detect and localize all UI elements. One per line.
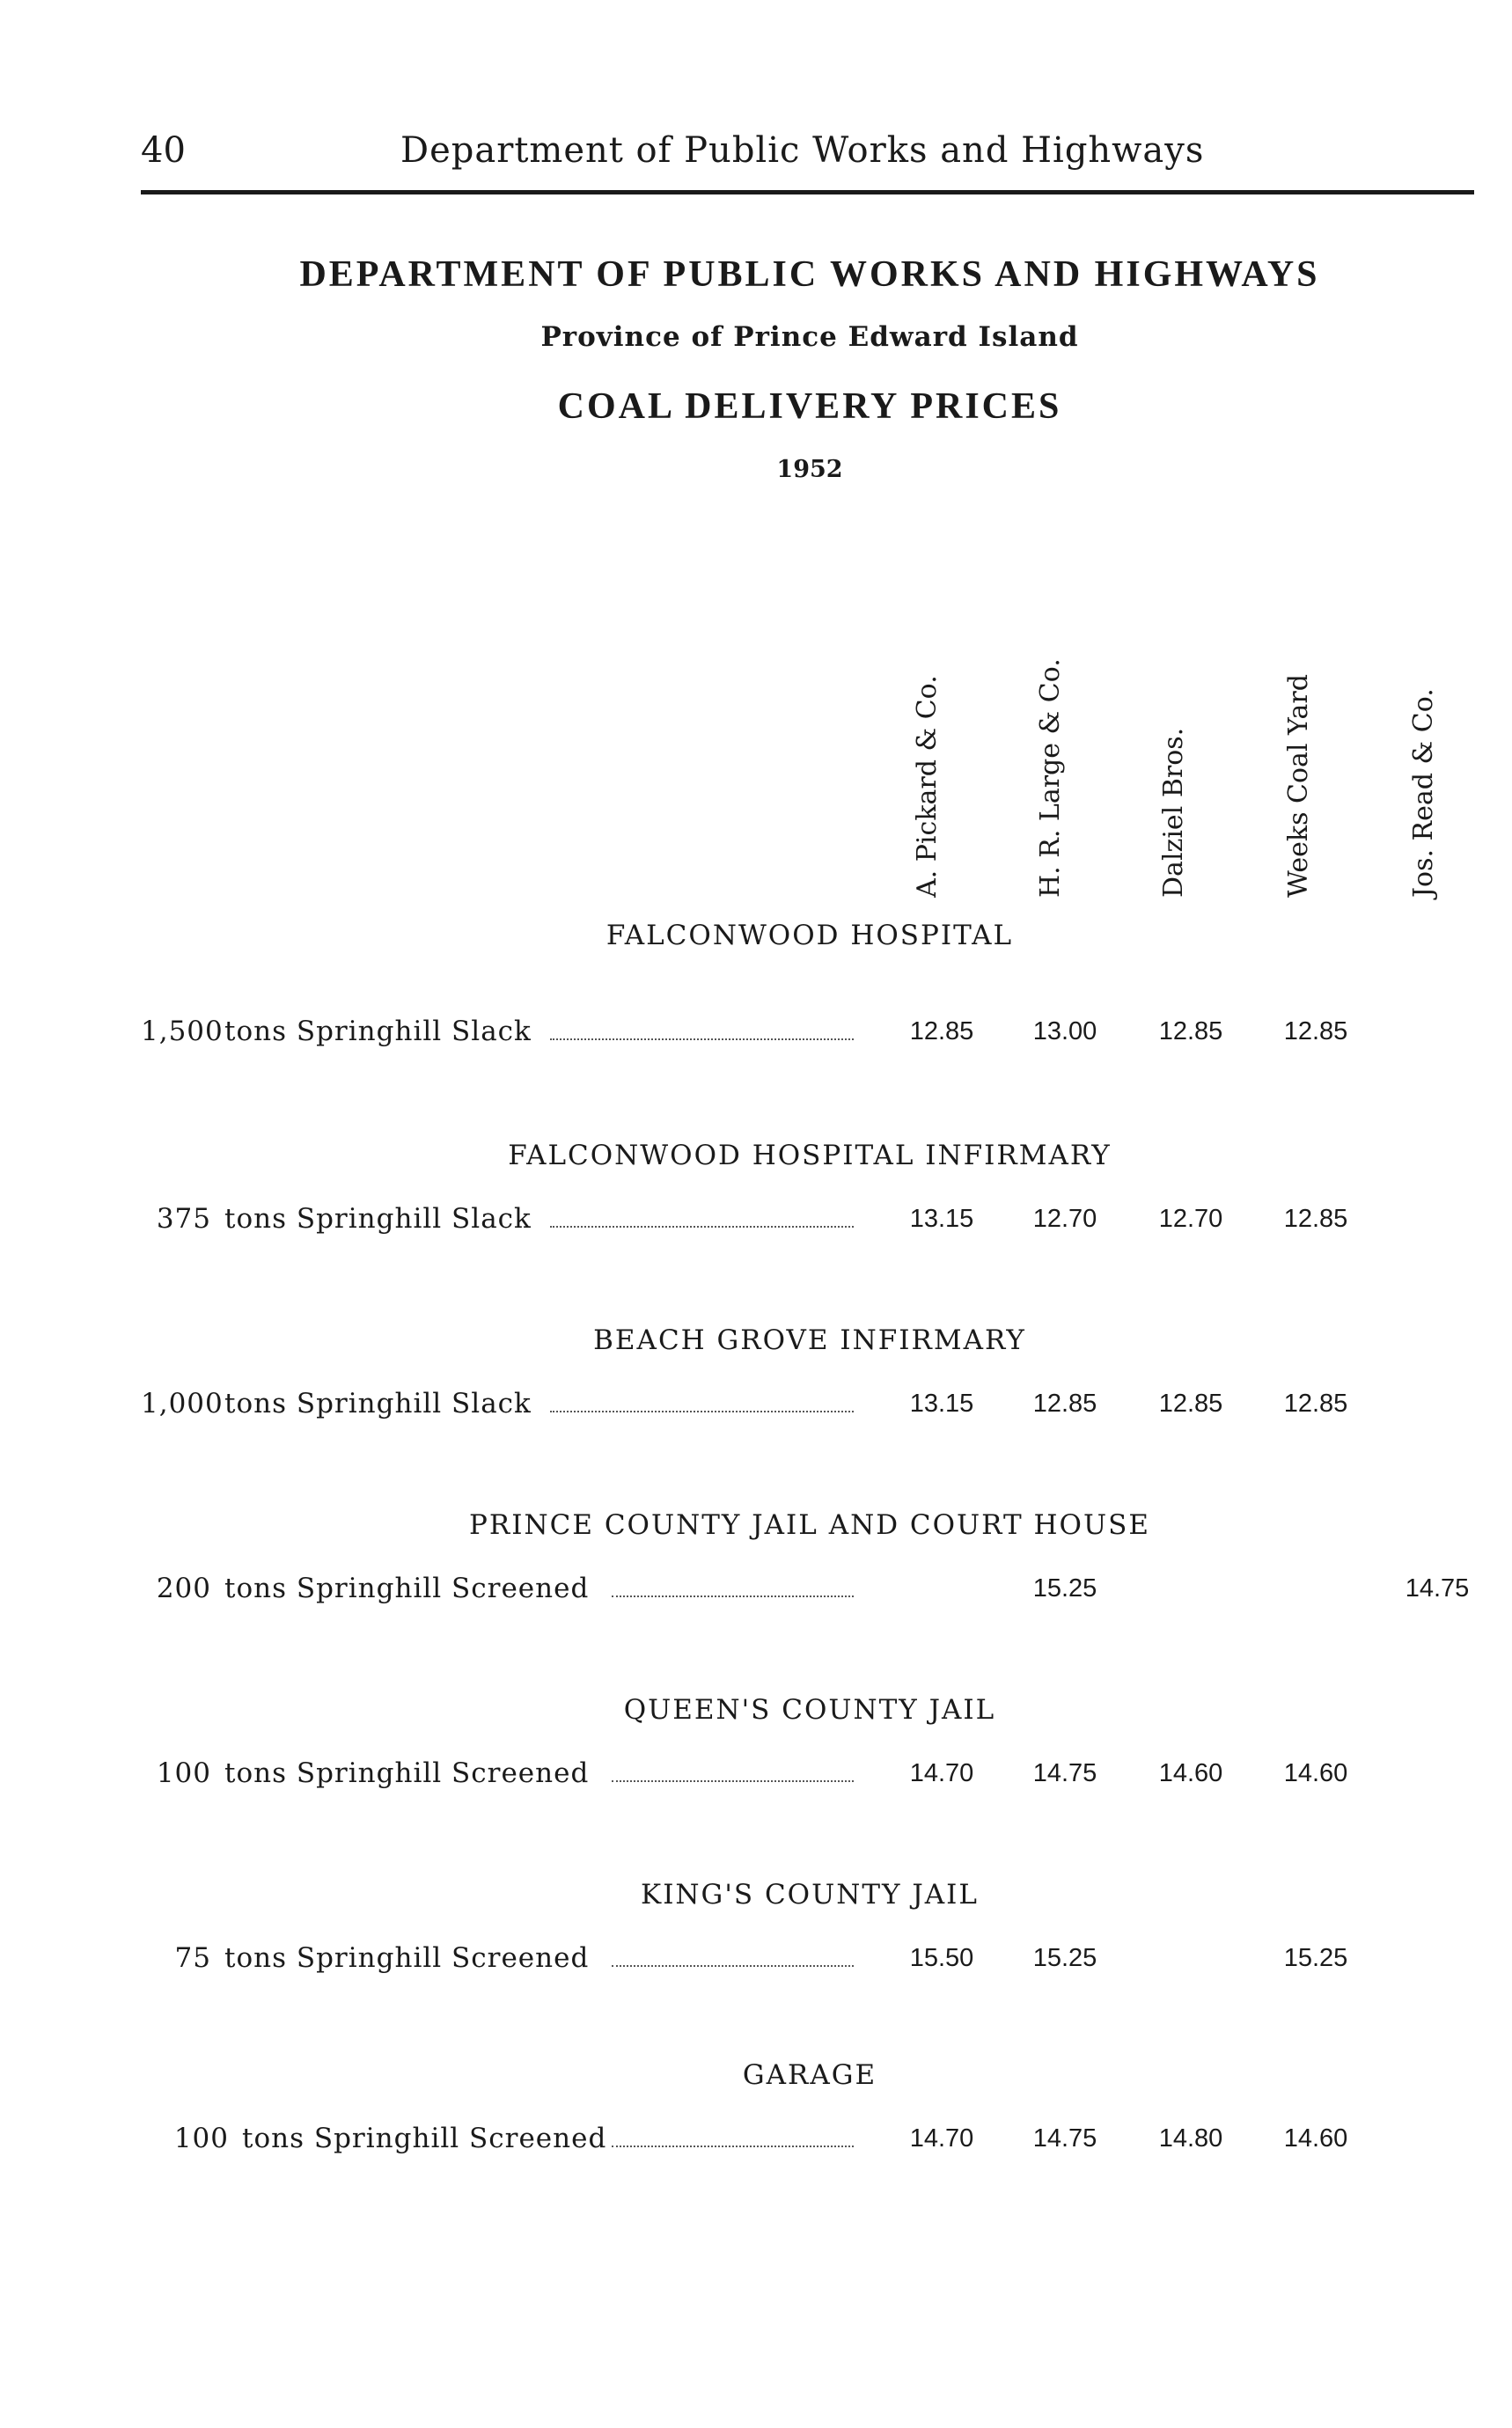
price-pickard: 13.15 <box>909 1205 974 1233</box>
dot-leader <box>612 2146 854 2147</box>
table-row <box>0 1940 1512 1976</box>
dot-leader <box>612 1595 854 1597</box>
section-title: FALCONWOOD HOSPITAL INFIRMARY <box>508 1140 1112 1171</box>
price-weeks: 14.60 <box>1283 2124 1348 2153</box>
document-title: COAL DELIVERY PRICES <box>557 386 1062 427</box>
table-row <box>0 1201 1512 1236</box>
dot-leader <box>612 1965 854 1967</box>
price-dalziel: 14.80 <box>1158 2124 1223 2153</box>
price-large: 14.75 <box>1032 1759 1097 1787</box>
table-row <box>0 1386 1512 1421</box>
price-large: 15.25 <box>1032 1574 1097 1603</box>
quantity: 200 <box>156 1573 211 1604</box>
price-dalziel: 12.85 <box>1158 1390 1223 1418</box>
description: tons Springhill Screened <box>242 2123 607 2154</box>
dot-leader <box>550 1038 854 1040</box>
price-read: 14.75 <box>1405 1574 1470 1603</box>
year: 1952 <box>776 456 843 483</box>
price-weeks: 15.25 <box>1283 1944 1348 1972</box>
quantity: 100 <box>156 1757 211 1789</box>
price-pickard: 12.85 <box>909 1017 974 1045</box>
page-number: 40 <box>141 130 186 171</box>
price-large: 13.00 <box>1032 1017 1097 1045</box>
price-pickard: 15.50 <box>909 1944 974 1972</box>
province-subtitle: Province of Prince Edward Island <box>540 321 1079 353</box>
price-pickard: 14.70 <box>909 2124 974 2153</box>
section-title: KING'S COUNTY JAIL <box>641 1879 979 1911</box>
description: tons Springhill Slack <box>224 1203 532 1235</box>
supplier-header-dalziel: Dalziel Bros. <box>1158 727 1189 898</box>
table-row <box>0 1756 1512 1791</box>
supplier-header-large: H. R. Large & Co. <box>1035 658 1066 898</box>
price-pickard: 14.70 <box>909 1759 974 1787</box>
description: tons Springhill Slack <box>224 1016 532 1047</box>
table-row <box>0 1014 1512 1049</box>
description: tons Springhill Screened <box>224 1573 590 1604</box>
section-title: QUEEN'S COUNTY JAIL <box>623 1694 996 1726</box>
section-title: GARAGE <box>742 2059 877 2091</box>
price-large: 12.70 <box>1032 1205 1097 1233</box>
price-dalziel: 12.70 <box>1158 1205 1223 1233</box>
running-head: Department of Public Works and Highways <box>400 130 1205 171</box>
quantity: 75 <box>174 1942 211 1974</box>
price-weeks: 12.85 <box>1283 1390 1348 1418</box>
department-title: DEPARTMENT OF PUBLIC WORKS AND HIGHWAYS <box>299 254 1320 295</box>
section-title: BEACH GROVE INFIRMARY <box>593 1324 1026 1356</box>
table-row <box>0 2121 1512 2156</box>
quantity: 1,500 <box>141 1016 224 1047</box>
price-weeks: 12.85 <box>1283 1017 1348 1045</box>
quantity: 375 <box>156 1203 211 1235</box>
price-dalziel: 14.60 <box>1158 1759 1223 1787</box>
dot-leader <box>550 1226 854 1228</box>
price-weeks: 14.60 <box>1283 1759 1348 1787</box>
supplier-header-read: Jos. Read & Co. <box>1408 688 1439 898</box>
price-pickard: 13.15 <box>909 1390 974 1418</box>
dot-leader <box>612 1780 854 1782</box>
section-title: FALCONWOOD HOSPITAL <box>606 920 1014 951</box>
price-weeks: 12.85 <box>1283 1205 1348 1233</box>
price-large: 15.25 <box>1032 1944 1097 1972</box>
header-rule <box>141 190 1474 194</box>
description: tons Springhill Slack <box>224 1388 532 1419</box>
quantity: 100 <box>173 2123 229 2154</box>
section-title: PRINCE COUNTY JAIL AND COURT HOUSE <box>469 1509 1150 1541</box>
supplier-header-weeks: Weeks Coal Yard <box>1283 674 1314 898</box>
supplier-header-pickard: A. Pickard & Co. <box>912 675 943 898</box>
price-dalziel: 12.85 <box>1158 1017 1223 1045</box>
table-row <box>0 1571 1512 1606</box>
price-large: 14.75 <box>1032 2124 1097 2153</box>
price-large: 12.85 <box>1032 1390 1097 1418</box>
description: tons Springhill Screened <box>224 1942 590 1974</box>
dot-leader <box>550 1411 854 1412</box>
quantity: 1,000 <box>141 1388 224 1419</box>
description: tons Springhill Screened <box>224 1757 590 1789</box>
